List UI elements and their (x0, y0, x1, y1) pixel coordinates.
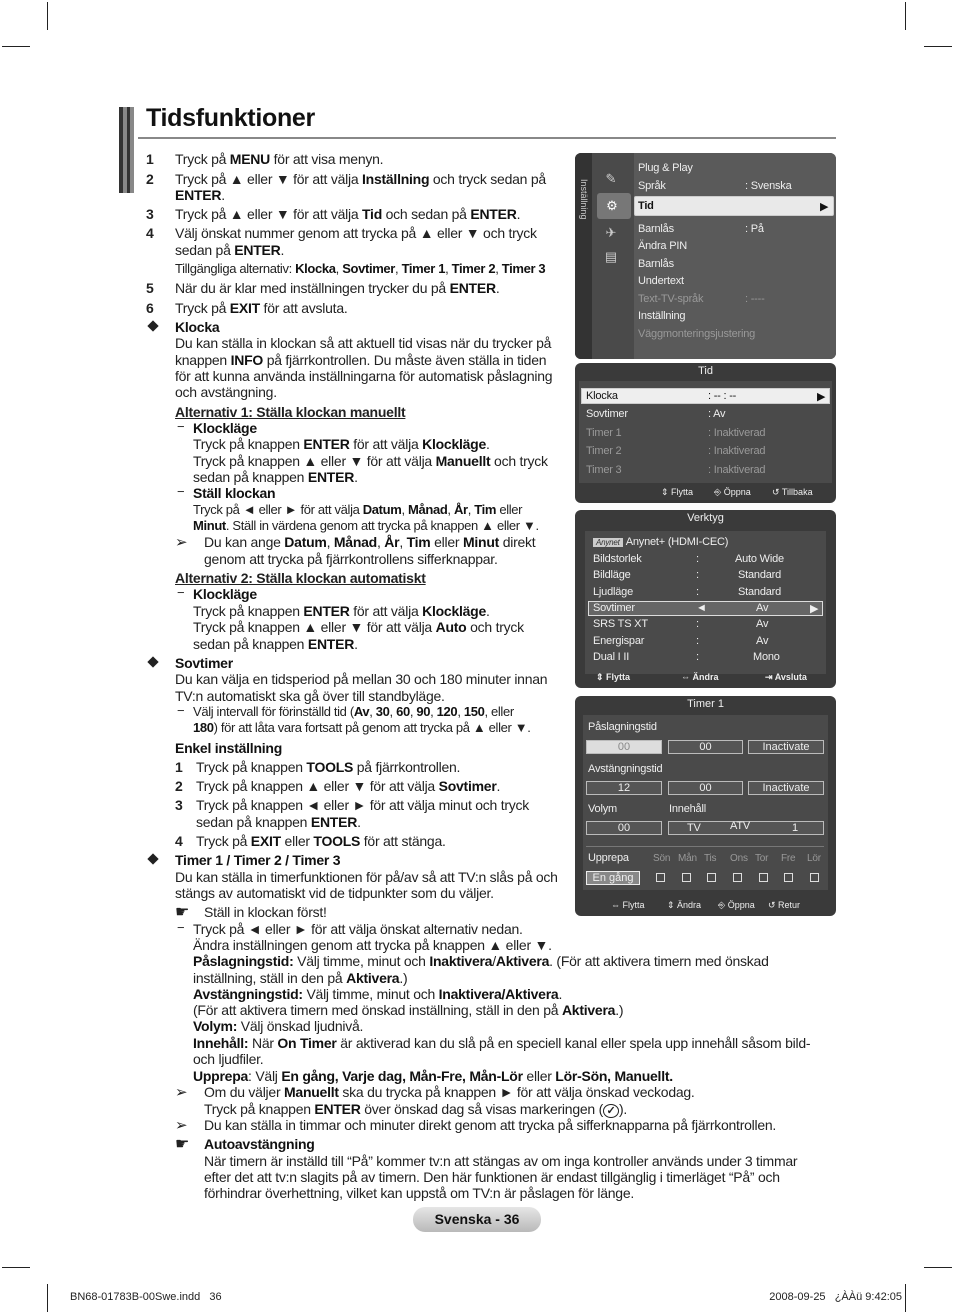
text-line: förhindrar överhettning, vilket kan uppstå om TV:n är påslagen för länge. (204, 1185, 635, 1201)
enkel-heading: Enkel inställning (175, 740, 282, 756)
tools-row-sep: : (696, 586, 699, 598)
tools-row-label[interactable]: Dual I II (593, 651, 630, 663)
step-4-line2: sedan på ENTER. (175, 242, 285, 258)
text-line: (För att aktivera timern med önskad inställning, ställ in den på Aktivera.) (193, 1002, 624, 1018)
menu-item[interactable]: Barnlås (638, 258, 674, 270)
day-label: Sön (653, 853, 671, 864)
note-text: Du kan ställa in timmar och minuter direkt genom att trycka på sifferknapparna på fjärrkontrollen. (204, 1117, 777, 1133)
day-checkbox[interactable] (784, 873, 793, 882)
day-checkbox[interactable] (810, 873, 819, 882)
note-text: Du kan ange Datum, Månad, År, Tim eller Minut direkt (204, 534, 536, 550)
day-checkbox[interactable] (707, 873, 716, 882)
page-title: Tidsfunktioner (146, 104, 315, 132)
tid-row-value: : Inaktiverad (708, 427, 766, 439)
timer1-screen (575, 696, 836, 916)
step-1: 1 Tryck på MENU för att visa menyn. (146, 151, 384, 167)
bullet-diamond (147, 656, 158, 667)
note-arrow-icon: ➢ (175, 1084, 188, 1101)
enter-icon: ⎆ (714, 487, 724, 497)
text-line: Du kan ställa in timerfunktionen för på/av så att TV:n slås på och (175, 869, 558, 885)
menu-item-value: : Svenska (745, 180, 792, 192)
footer-move: ⇔ Flytta (611, 900, 645, 910)
off-hour-field[interactable]: 12 (586, 781, 662, 795)
step-4: 4 Välj önskat nummer genom att trycka på ▲ eller ▼ och tryck (146, 225, 537, 241)
text-line: Tryck på knappen ▲ eller ▼ för att välja Auto och tryck (193, 619, 524, 635)
step-2: 2 Tryck på ▲ eller ▼ för att välja Inställning och tryck sedan på (146, 171, 546, 187)
tools-row-value: Auto Wide (735, 553, 784, 565)
crop-mark (924, 1267, 952, 1268)
tid-row-value: : -- : -- (708, 390, 737, 402)
arrow-left-icon: ◄ (696, 602, 707, 614)
tools-row-label[interactable]: Ljudläge (593, 586, 633, 598)
tools-row-label[interactable]: Energispar (593, 635, 645, 647)
picture-icon: ✎ (605, 171, 617, 186)
day-label: Lör (807, 853, 821, 864)
crop-mark (2, 46, 30, 47)
source-value: TV (687, 822, 701, 834)
menu-item[interactable]: Plug & Play (638, 162, 693, 174)
klocka-heading: Klocka (175, 319, 220, 335)
dash: − (177, 585, 185, 600)
menu-item-tid[interactable]: Tid (638, 200, 654, 212)
menu-item-disabled: Väggmonteringsjustering (638, 328, 756, 340)
alt1-heading: Alternativ 1: Ställa klockan manuellt (175, 404, 406, 420)
content-label: Innehåll (669, 803, 706, 815)
note-text: Tryck på knappen ENTER över önskad dag så visas markeringen ( ✓ ). (204, 1101, 628, 1117)
text-line: När timern är inställd till “På” kommer tv:n att stängas av om inga kontroller används under 3 timmar (204, 1153, 798, 1169)
crop-mark (924, 46, 952, 47)
input-icon: ▤ (604, 249, 618, 264)
crop-mark (2, 1267, 30, 1268)
menu-item[interactable]: Barnlås (638, 223, 674, 235)
leftright-icon: ⇔ (611, 900, 623, 910)
day-label: Tis (704, 853, 717, 864)
setup-menu-screen (575, 153, 836, 359)
tools-row-sep: : (696, 618, 699, 630)
text-line: Volym: Välj önskad ljudnivå. (193, 1018, 364, 1034)
repeat-field[interactable]: En gång (586, 871, 640, 885)
footer-move: ⇕ Flytta (596, 672, 631, 682)
on-minute-field[interactable]: 00 (668, 740, 743, 754)
klocka-text: Du kan ställa in klockan så att aktuell tid visas när du trycker på (175, 335, 552, 351)
day-checkbox[interactable] (656, 873, 665, 882)
menu-item[interactable]: Undertext (638, 275, 684, 287)
enkel-step-3-line2: sedan på knappen ENTER. (196, 814, 361, 830)
crop-mark (905, 2, 906, 30)
leftright-icon: ⇔ (681, 672, 693, 682)
off-minute-field[interactable]: 00 (668, 781, 743, 795)
note-arrow-icon: ➢ (175, 1117, 188, 1134)
dash: − (177, 920, 185, 935)
menu-item-value: : ---- (745, 293, 765, 305)
text-line: Tryck på ◄ eller ► för att välja Datum, Månad, År, Tim eller (193, 502, 523, 517)
return-icon: ↺ (768, 900, 779, 910)
page-number: Svenska - 36 (413, 1207, 541, 1232)
tid-row-label[interactable]: Timer 2 (586, 445, 622, 457)
arrow-right-icon: ▶ (820, 201, 829, 213)
text-line: sedan på knappen ENTER. (193, 469, 358, 485)
step-4-alternatives: Tillgängliga alternativ: Klocka, Sovtimer, Timer 1, Timer 2, Timer 3 (175, 261, 546, 276)
footer-move: ⇕ Flytta (661, 487, 694, 497)
note-arrow-icon: ➢ (175, 534, 188, 551)
tools-screen (575, 510, 836, 688)
gear-icon: ⚙ (606, 198, 618, 213)
tid-row-value: : Inaktiverad (708, 464, 766, 476)
day-label: Tor (755, 853, 769, 864)
file-info: BN68-01783B-00Swe.indd 36 (70, 1291, 222, 1303)
text-line: Tryck på knappen ENTER för att välja Klockläge. (193, 436, 490, 452)
title-rule (138, 137, 836, 139)
tools-row-label[interactable]: Bildläge (593, 569, 631, 581)
tools-row-sep: : (696, 651, 699, 663)
step-2-line2: ENTER. (175, 187, 225, 203)
volume-field[interactable]: 00 (586, 821, 662, 835)
tools-row-value: Av (756, 635, 769, 647)
on-time-label: Påslagningstid (588, 721, 657, 733)
tools-row-label[interactable]: Sovtimer (593, 602, 635, 614)
day-label: Ons (730, 853, 748, 864)
text-line: och ljudfiler. (193, 1051, 264, 1067)
text-line: efter det att tv:n slagits på av timern. Den här funktionen är endast tillgänglig i timerläget “På” och (204, 1169, 780, 1185)
repeat-label: Upprepa (588, 852, 629, 864)
tools-row-value: Standard (738, 586, 782, 598)
tid-row-value: : Inaktiverad (708, 445, 766, 457)
text-line: TV:n automatiskt ska gå över till standbyläge. (175, 688, 445, 704)
footer-exit: ⇥ Avsluta (765, 672, 807, 682)
dash: − (177, 703, 185, 718)
enkel-step-2: 2 Tryck på knappen ▲ eller ▼ för att välja Sovtimer. (175, 778, 501, 794)
menu-sidebar-label: Inställning (575, 153, 592, 359)
menu-item[interactable]: Ändra PIN (638, 240, 687, 252)
note-text: genom att trycka på fjärrkontrollens sifferknappar. (204, 551, 498, 567)
text-line: Välj intervall för förinställd tid (Av, 30, 60, 90, 120, 150, eller (193, 704, 514, 719)
tid-row-label[interactable]: Klocka (586, 390, 618, 402)
note-text: Om du väljer Manuellt ska du trycka på knappen ► för att välja önskad veckodag. (204, 1084, 695, 1100)
footer-return: ↺ Retur (768, 900, 801, 910)
tid-row-label[interactable]: Timer 3 (586, 464, 622, 476)
tid-screen (575, 363, 836, 503)
stall-klockan-heading: Ställ klockan (193, 485, 276, 501)
text-line: Ändra inställningen genom att trycka på knappen ▲ eller ▼. (193, 937, 552, 953)
channel-value: 1 (792, 822, 798, 834)
bullet-diamond (147, 853, 158, 864)
bullet-diamond (147, 320, 158, 331)
menu-item[interactable]: Språk (638, 180, 666, 192)
text-line: 180) för att låta vara fortsatt på genom att trycka på ▲ eller ▼. (193, 720, 531, 735)
day-checkbox[interactable] (759, 873, 768, 882)
footer-enter: ⎆ Öppna (714, 487, 751, 497)
date-info: 2008-09-25 ¿ÀÀü 9:42:05 (769, 1291, 902, 1303)
crop-mark (47, 2, 48, 30)
klocklage-heading: Klockläge (193, 420, 257, 436)
dash: − (177, 419, 185, 434)
klocka-text: och avstängning. (175, 384, 277, 400)
on-hour-field[interactable]: 00 (586, 740, 662, 754)
tools-row-value: Av (756, 618, 769, 630)
text-line: Upprepa: Välj En gång, Varje dag, Mån-Fre, Mån-Lör eller Lör-Sön, Manuellt. (193, 1068, 673, 1084)
alt2-heading: Alternativ 2: Ställa klockan automatiskt (175, 570, 426, 586)
tools-row-sep: : (696, 553, 699, 565)
text-line: Tryck på knappen ▲ eller ▼ för att välja Manuellt och tryck (193, 453, 548, 469)
text-line: Påslagningstid: Välj timme, minut och Inaktivera/Aktivera. (För att aktivera timern med önskad (193, 953, 769, 969)
return-icon: ↺ (772, 487, 782, 497)
crop-mark (905, 1284, 906, 1312)
text-line: Du kan välja en tidsperiod på mellan 30 och 180 minuter innan (175, 671, 548, 687)
tid-row-label[interactable]: Timer 1 (586, 427, 622, 439)
screen-title: Verktyg (687, 512, 724, 524)
divider (586, 846, 824, 847)
text-line: Avstängningstid: Välj timme, minut och Inaktivera/Aktivera. (193, 986, 563, 1002)
section-bar (116, 107, 134, 193)
klocklage-heading: Klockläge (193, 586, 257, 602)
day-checkbox[interactable] (682, 873, 691, 882)
updown-icon: ⇕ (667, 900, 678, 910)
row-selected[interactable] (581, 388, 830, 404)
text-line: stängs av automatiskt vid de tidpunkter som du väljer. (175, 885, 494, 901)
exit-icon: ⇥ (765, 672, 775, 682)
hand-pointer-icon: ☛ (175, 1136, 190, 1153)
tools-row-sep: : (696, 569, 699, 581)
tools-row-label[interactable]: Bildstorlek (593, 553, 642, 565)
arrow-right-icon: ▶ (810, 603, 819, 615)
text-line: Tryck på ◄ eller ► för att välja önskat alternativ nedan. (193, 921, 523, 937)
footer-change: ⇔ Ändra (681, 672, 719, 682)
tools-row-sep: : (696, 635, 699, 647)
screen-title: Tid (698, 365, 713, 377)
text-line: sedan på knappen ENTER. (193, 636, 358, 652)
text-line: Tryck på knappen ENTER för att välja Klockläge. (193, 603, 490, 619)
enkel-step-4: 4 Tryck på EXIT eller TOOLS för att stänga. (175, 833, 446, 849)
dash: − (177, 484, 185, 499)
footer-change: ⇕ Ändra (667, 900, 702, 910)
autoavstangning-heading: Autoavstängning (204, 1136, 315, 1152)
day-checkbox[interactable] (733, 873, 742, 882)
updown-icon: ⇕ (661, 487, 672, 497)
menu-item-selected[interactable] (634, 196, 834, 216)
enter-icon: ⎆ (718, 900, 728, 910)
arrow-right-icon: ▶ (817, 391, 826, 403)
day-label: Mån (678, 853, 697, 864)
step-3: 3 Tryck på ▲ eller ▼ för att välja Tid och sedan på ENTER. (146, 206, 521, 222)
off-activate-field[interactable]: Inactivate (748, 781, 824, 795)
channel-icon: ✈ (605, 225, 617, 240)
hand-pointer-icon: ☛ (175, 904, 190, 921)
menu-item[interactable]: Inställning (638, 310, 686, 322)
sovtimer-heading: Sovtimer (175, 655, 233, 671)
enkel-step-1: 1 Tryck på knappen TOOLS på fjärrkontrollen. (175, 759, 461, 775)
on-activate-field[interactable]: Inactivate (748, 740, 824, 754)
tid-row-label[interactable]: Sovtimer (586, 408, 628, 420)
crop-mark (47, 1284, 48, 1312)
anynet-row[interactable]: Anynet Anynet+ (HDMI-CEC) (593, 536, 728, 548)
atv-value: ATV (730, 820, 750, 832)
anynet-logo: Anynet (593, 538, 623, 547)
volume-label: Volym (588, 803, 617, 815)
menu-item-value: : På (745, 223, 764, 235)
tools-row-value: Standard (738, 569, 782, 581)
step-5: 5 När du är klar med inställningen trycker du på ENTER. (146, 280, 500, 296)
screen-title: Timer 1 (687, 698, 724, 710)
tools-row-value: Mono (753, 651, 780, 663)
step-6: 6 Tryck på EXIT för att avsluta. (146, 300, 348, 316)
footer-enter: ⎆ Öppna (718, 900, 755, 910)
tools-row-label[interactable]: SRS TS XT (593, 618, 648, 630)
menu-item-disabled: Text-TV-språk (638, 293, 704, 305)
text-line: Innehåll: När On Timer är aktiverad kan du slå på en speciell kanal eller spela upp innehåll såsom bild- (193, 1035, 811, 1051)
klocka-text: knappen INFO på fjärrkontrollen. Du måste även ställa in tiden (175, 352, 547, 368)
enkel-step-3: 3 Tryck på knappen ◄ eller ► för att välja minut och tryck (175, 797, 529, 813)
day-label: Fre (781, 853, 796, 864)
off-time-label: Avstängningstid (588, 763, 663, 775)
text-line: Minut. Ställ in värdena genom att trycka på knappen ▲ eller ▼. (193, 518, 539, 533)
text-line: inställning, ställ in den på Aktivera.) (193, 970, 408, 986)
footer-return: ↺ Tillbaka (772, 487, 813, 497)
note-text: Ställ in klockan först! (204, 904, 327, 920)
tid-row-value: : Av (708, 408, 726, 420)
updown-icon: ⇕ (596, 672, 607, 682)
timer-heading: Timer 1 / Timer 2 / Timer 3 (175, 852, 341, 868)
klocka-text: för att kunna använda inställningarna för automatisk påslagning (175, 368, 553, 384)
tools-row-value: Av (756, 602, 769, 614)
checkmark-icon: ✓ (603, 1104, 619, 1118)
